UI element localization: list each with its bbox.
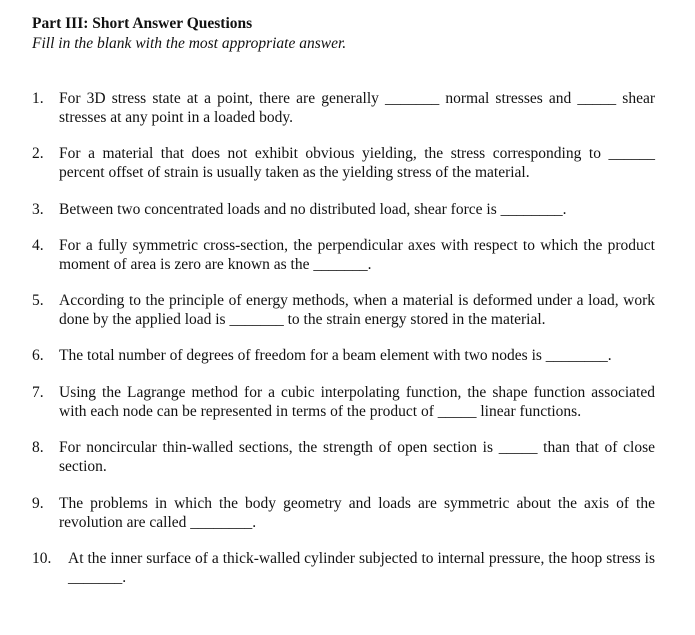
question-number: 4.: [32, 237, 44, 254]
question-text: At the inner surface of a thick-walled cylinder subjected to internal pressure, the hoop stress is _______.: [68, 550, 655, 586]
question-text: For a fully symmetric cross-section, the perpendicular axes with respect to which the product moment of area is zero are known as the _______.: [59, 237, 655, 273]
question-9: [32, 495, 655, 532]
question-text: For a material that does not exhibit obvious yielding, the stress corresponding to ______ percent offset of strain is usually taken as the yielding stress of the material.: [59, 145, 655, 181]
question-8: [32, 439, 655, 476]
question-number: 9.: [32, 495, 44, 512]
question-4: [32, 237, 655, 274]
question-number: 1.: [32, 90, 44, 107]
question-number: 3.: [32, 201, 44, 218]
question-6: [32, 347, 655, 366]
question-text: Between two concentrated loads and no distributed load, shear force is ________.: [59, 201, 567, 218]
section-title: Part III: Short Answer Questions: [32, 15, 253, 32]
question-number: 2.: [32, 145, 44, 162]
question-7: [32, 384, 655, 421]
question-number: 10.: [32, 550, 52, 567]
question-number: 5.: [32, 292, 44, 309]
question-number: 7.: [32, 384, 44, 401]
question-text: For 3D stress state at a point, there are generally _______ normal stresses and _____ shear stresses at any point in a loaded body.: [59, 90, 655, 126]
question-text: Using the Lagrange method for a cubic interpolating function, the shape function associated with each node can be represented in terms of the product of _____ linear functions.: [59, 384, 655, 420]
question-5: [32, 292, 655, 329]
question-text: The total number of degrees of freedom for a beam element with two nodes is ________.: [59, 347, 612, 364]
question-text: For noncircular thin-walled sections, the strength of open section is _____ than that of close section.: [59, 439, 655, 475]
question-10: [32, 550, 655, 587]
question-1: [32, 90, 655, 127]
question-text: According to the principle of energy methods, when a material is deformed under a load, work done by the applied load is _______ to the strain energy stored in the material.: [59, 292, 655, 328]
question-text: The problems in which the body geometry and loads are symmetric about the axis of the revolution are called ________.: [59, 495, 655, 531]
section-instructions: Fill in the blank with the most appropriate answer.: [32, 35, 347, 52]
question-3: [32, 201, 655, 220]
question-number: 6.: [32, 347, 44, 364]
question-2: [32, 145, 655, 182]
question-number: 8.: [32, 439, 44, 456]
